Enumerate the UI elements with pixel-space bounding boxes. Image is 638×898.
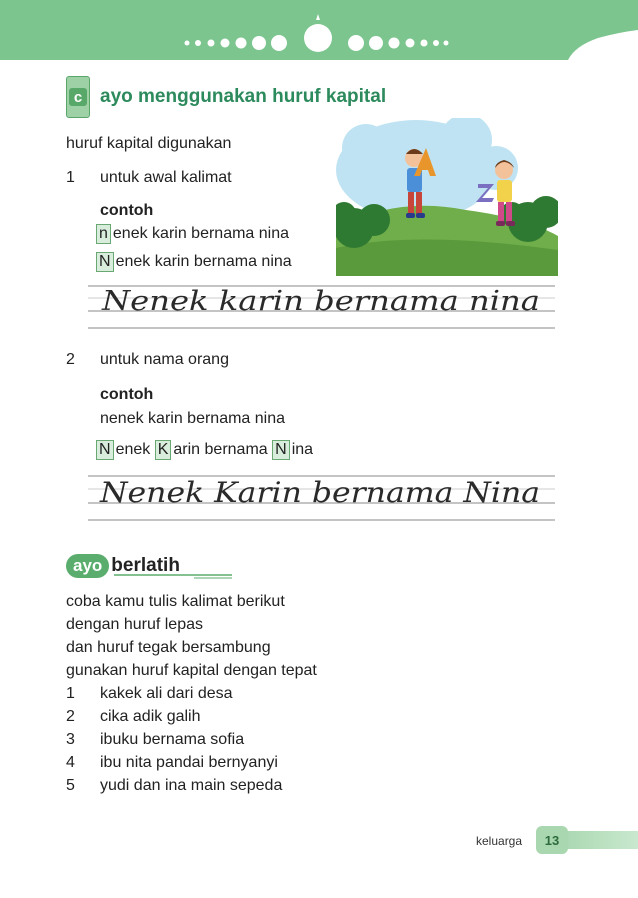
intro-text: huruf kapital digunakan [66,135,232,152]
handwriting-lines-2 [88,470,555,524]
rule1-right-rest: enek karin bernama nina [115,253,292,270]
footer-chapter: keluarga [476,834,523,848]
header-band [0,0,638,60]
section-badge [66,76,90,118]
rule1-example-label: contoh [100,202,154,219]
page-number: 13 [536,826,568,854]
ayo-pill: ayo [66,554,109,578]
heading-underline [114,573,234,579]
rule2-number: 2 [66,351,75,368]
practice-instructions [66,592,317,681]
children-illustration [336,118,558,276]
rule2-plain-example: nenek karin bernama nina [100,410,286,427]
rule2-capital-example [96,440,313,460]
instruction-line: dan huruf tegak bersambung [66,639,271,656]
instruction-line: dengan huruf lepas [66,616,203,633]
section-title-row [66,76,386,118]
handwriting-lines-1 [88,280,555,332]
list-item: 2 cika adik galih [66,708,201,725]
rule1-wrong-example [96,224,289,244]
rule2-part1: enek [115,441,151,458]
capital-box-n: N [96,440,114,460]
rule1-number: 1 [66,169,75,186]
rule1-text: untuk awal kalimat [100,169,232,186]
list-item: 4 ibu nita pandai bernyanyi [66,754,278,771]
list-item: 5 yudi dan ina main sepeda [66,777,283,794]
cursive-sentence-2: Nenek Karin bernama Nina [98,476,540,509]
rule2-example-label: contoh [100,386,154,403]
rule1-wrong-rest: enek karin bernama nina [112,225,290,242]
berlatih-heading: berlatih [111,555,180,576]
instruction-line: coba kamu tulis kalimat berikut [66,593,285,610]
section-letter: c [69,88,87,106]
rule2-text: untuk nama orang [100,351,229,368]
cursive-sentence-1: Nenek karin bernama nina [100,286,541,317]
rule1-right-example [96,252,292,272]
list-item: 1 kakek ali dari desa [66,685,233,702]
footer-bar [560,831,638,849]
instruction-line: gunakan huruf kapital dengan tepat [66,662,317,679]
list-item: 3 ibuku bernama sofia [66,731,245,748]
section-title: ayo menggunakan huruf kapital [100,86,387,107]
lowercase-box: n [96,224,111,244]
capital-box-k: K [155,440,172,460]
capital-box: N [96,252,114,272]
practice-list [66,684,282,796]
rule2-part3: ina [291,441,314,458]
rule2-part2: arin bernama [173,441,268,458]
capital-box-n2: N [272,440,290,460]
